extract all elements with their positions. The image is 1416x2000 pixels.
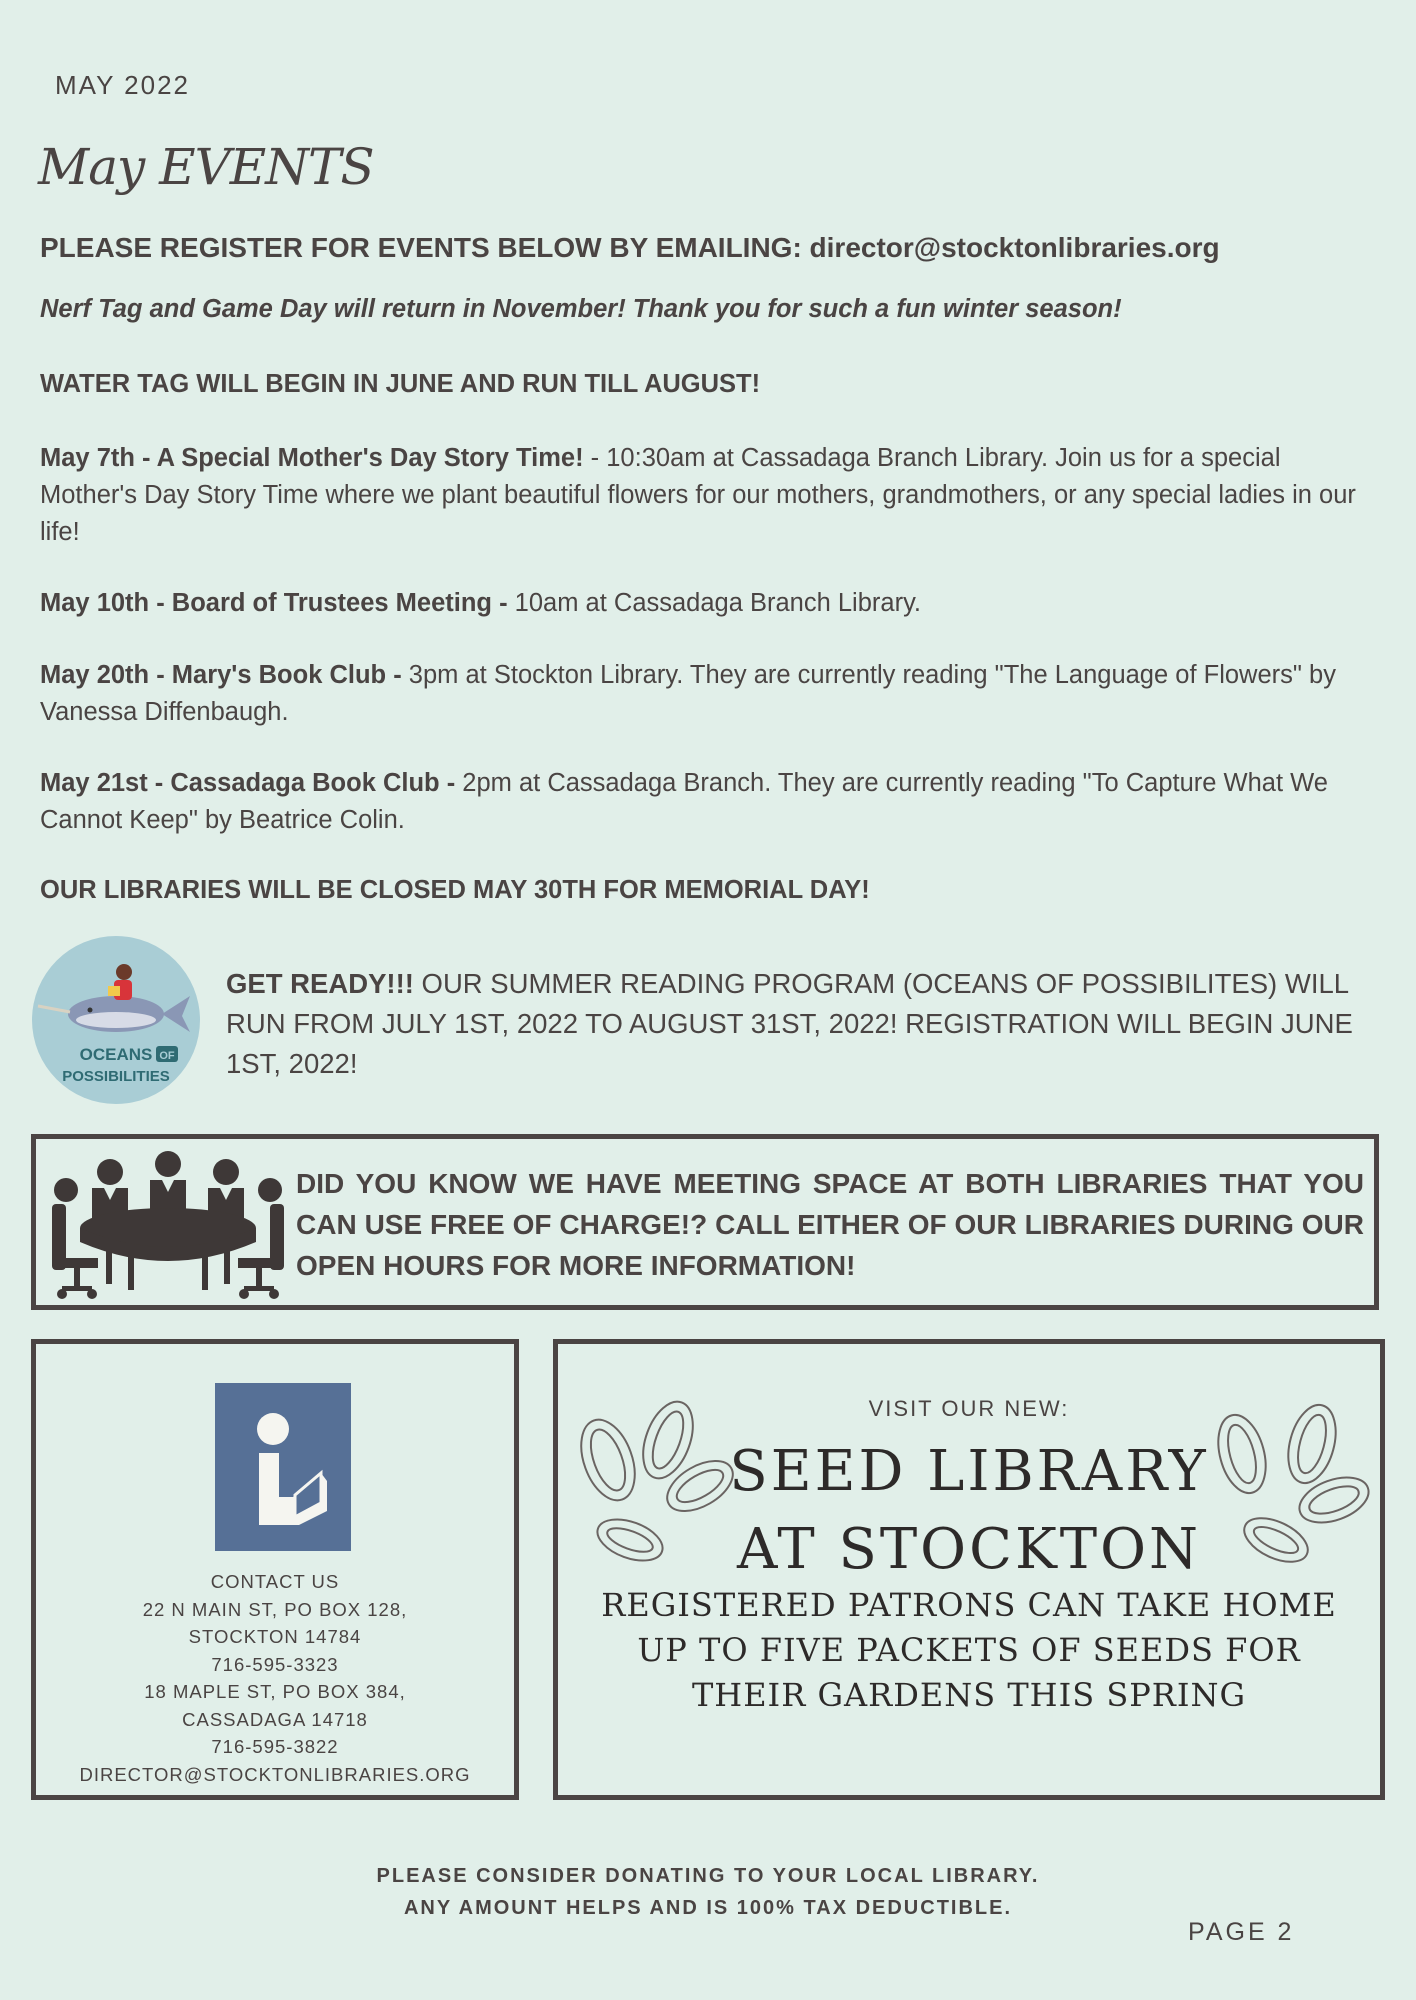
seed-visit-label: VISIT OUR NEW: bbox=[868, 1396, 1070, 1421]
register-notice: PLEASE REGISTER FOR EVENTS BELOW BY EMAILING: director@stocktonlibraries.org bbox=[40, 232, 1220, 263]
meeting-table-graphic bbox=[52, 1146, 284, 1302]
seed-title-line: SEED LIBRARY bbox=[729, 1439, 1209, 1504]
event-item bbox=[40, 440, 1380, 551]
contact-line: 22 N MAIN ST, PO BOX 128, bbox=[142, 1598, 408, 1620]
donate-notice bbox=[0, 1860, 1416, 1924]
event-item bbox=[40, 765, 1380, 839]
event-detail: 3pm at Stockton Library. They are currently reading "The Language of Flowers" by Vanessa Diffenbaugh. bbox=[40, 661, 1336, 726]
event-title: May 20th - Mary's Book Club - bbox=[40, 661, 402, 689]
meeting-table-icon bbox=[52, 1146, 284, 1307]
contact-info bbox=[36, 1568, 514, 1788]
seed-desc-line: UP TO FIVE PACKETS OF SEEDS FOR bbox=[637, 1631, 1301, 1669]
seed-desc-line: THEIR GARDENS THIS SPRING bbox=[691, 1676, 1247, 1714]
page-title: May EVENTS bbox=[38, 138, 374, 196]
seed-title-line: AT STOCKTON bbox=[736, 1517, 1202, 1582]
donate-line: PLEASE CONSIDER DONATING TO YOUR LOCAL LIBRARY. bbox=[376, 1865, 1040, 1887]
contact-phone[interactable]: 716-595-3822 bbox=[211, 1736, 339, 1757]
event-detail: 10am at Cassadaga Branch Library. bbox=[507, 589, 922, 617]
event-title: May 21st - Cassadaga Book Club - bbox=[40, 769, 456, 797]
event-title: May 10th - Board of Trustees Meeting - bbox=[40, 589, 508, 617]
closed-notice: OUR LIBRARIES WILL BE CLOSED MAY 30TH FOR MEMORIAL DAY! bbox=[40, 876, 870, 904]
event-detail: - 10:30am at Cassadaga Branch Library. Join us for a special Mother's Day Story Time where we plant beautiful flowers for our mothers, grandmothers, or any special ladies in our life! bbox=[40, 444, 1356, 546]
summer-lead: GET READY!!! bbox=[226, 968, 414, 999]
contact-heading: CONTACT US bbox=[210, 1571, 340, 1592]
badge-label-of: OF bbox=[159, 1050, 175, 1062]
header-date: MAY 2022 bbox=[55, 70, 191, 100]
donate-line: ANY AMOUNT HELPS AND IS 100% TAX DEDUCTIBLE. bbox=[403, 1897, 1013, 1919]
seed-library-title bbox=[560, 1433, 1378, 1589]
contact-line: CASSADAGA 14718 bbox=[182, 1708, 368, 1730]
page-number: PAGE 2 bbox=[1188, 1918, 1295, 1946]
event-title: May 7th - A Special Mother's Day Story Time! bbox=[40, 444, 584, 472]
narwhal-illustration bbox=[32, 936, 200, 1104]
event-detail: 2pm at Cassadaga Branch. They are currently reading "To Capture What We Cannot Keep" by Beatrice Colin. bbox=[40, 769, 1328, 834]
library-reader-icon bbox=[215, 1383, 351, 1551]
badge-label-possibilities: POSSIBILITIES bbox=[62, 1068, 170, 1085]
event-item bbox=[40, 585, 1380, 622]
water-tag-notice: WATER TAG WILL BEGIN IN JUNE AND RUN TILL AUGUST! bbox=[40, 370, 761, 398]
seed-library-description bbox=[560, 1583, 1378, 1718]
oceans-badge-icon bbox=[32, 936, 200, 1104]
contact-email[interactable]: DIRECTOR@STOCKTONLIBRARIES.ORG bbox=[79, 1763, 471, 1785]
meeting-space-text: DID YOU KNOW WE HAVE MEETING SPACE AT BOTH LIBRARIES THAT YOU CAN USE FREE OF CHARGE!? CALL EITHER OF OUR LIBRARIES DURING OUR OPEN HOURS FOR MORE INFORMATION! bbox=[296, 1168, 1364, 1281]
summer-reading-text bbox=[226, 964, 1366, 1084]
seed-desc-line: REGISTERED PATRONS CAN TAKE HOME bbox=[601, 1586, 1337, 1624]
contact-line: STOCKTON 14784 bbox=[188, 1626, 362, 1647]
nerf-notice: Nerf Tag and Game Day will return in November! Thank you for such a fun winter season! bbox=[40, 295, 1122, 323]
contact-line: 18 MAPLE ST, PO BOX 384, bbox=[144, 1681, 406, 1702]
event-item bbox=[40, 657, 1380, 731]
badge-label-oceans: OCEANS bbox=[79, 1045, 153, 1064]
contact-phone[interactable]: 716-595-3323 bbox=[211, 1653, 339, 1675]
reader-glyph bbox=[215, 1383, 351, 1551]
summer-detail: OUR SUMMER READING PROGRAM (OCEANS OF POSSIBILITES) WILL RUN FROM JULY 1ST, 2022 TO AUGUST 31ST, 2022! REGISTRATION WILL BEGIN JUNE 1ST, 2022! bbox=[226, 968, 1353, 1079]
